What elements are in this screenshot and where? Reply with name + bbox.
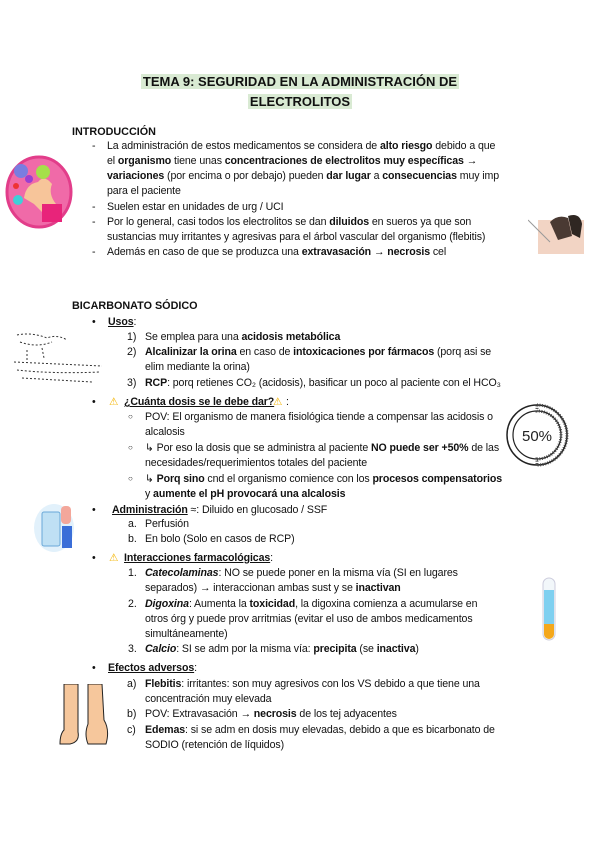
page-title-line-1: TEMA 9: SEGURIDAD EN LA ADMINISTRACIÓN DE <box>142 74 458 89</box>
list-letter: b. <box>128 533 137 545</box>
emphasis-text-run: toxicidad <box>249 598 296 610</box>
dash-marker: - <box>92 140 96 152</box>
body-line <box>145 517 189 531</box>
body-line <box>145 612 473 626</box>
emphasis-text-run: precipita <box>313 643 357 655</box>
emphasis-text-run: ¿Cuánta dosis se le debe dar? <box>124 396 275 408</box>
bullet: • <box>92 504 96 516</box>
iv-drip-illustration <box>32 502 80 554</box>
emphasis-text-run: Edemas <box>145 724 186 736</box>
text-run: elim mediante la orina) <box>145 361 250 373</box>
text-run: el <box>107 155 118 167</box>
body-line <box>145 677 480 691</box>
text-run: Se emplea para una <box>145 331 242 343</box>
list-letter: b) <box>127 708 137 720</box>
emphasis-text-run: Administración <box>112 504 188 516</box>
emphasis-text-run: variaciones <box>107 170 165 182</box>
text-run: : irritantes: son muy agresivos con los VS debido a que tiene una <box>181 678 480 690</box>
circle-marker: ○ <box>128 443 133 452</box>
emphasis-text-run: dar lugar <box>326 170 371 182</box>
body-line <box>145 330 340 344</box>
intro-line <box>107 169 499 183</box>
body-line <box>145 627 228 641</box>
text-run: La administración de estos medicamentos se considera de <box>107 140 380 152</box>
text-run: a <box>370 170 383 182</box>
body-line <box>145 425 185 439</box>
text-run: : NO se puede poner en la misma vía (SI en lugares <box>218 567 458 579</box>
text-run: ↳ Por eso la dosis que se administra al paciente <box>145 442 371 454</box>
emphasis-text-run: Alcalinizar la orina <box>145 346 237 358</box>
emphasis-text-run: organismo <box>117 155 172 167</box>
text-run: Suelen estar en unidades de urg / UCI <box>107 201 284 213</box>
emphasis-text-run: aumente el pH provocará una alcalosis <box>153 488 346 500</box>
emphasis-text-run: RCP <box>145 377 168 389</box>
text-run: : SI se adm por la misma vía: <box>176 643 314 655</box>
section-heading-bicarbonato: BICARBONATO SÓDICO <box>72 300 198 312</box>
electrolytes-illustration <box>4 154 74 230</box>
emphasis-text-run: NO puede ser +50% <box>370 442 469 454</box>
percent-badge-illustration <box>504 403 570 467</box>
emphasis-text-run: procesos compensatorios <box>372 473 503 485</box>
text-run: : Aumenta la <box>188 598 250 610</box>
text-run: Además en caso de que se produzca una <box>107 246 302 258</box>
body-line <box>145 410 493 424</box>
intro-line <box>107 215 471 229</box>
bullet: • <box>92 662 96 674</box>
emphasis-text-run: intoxicaciones por fármacos <box>293 346 435 358</box>
body-line <box>145 441 499 455</box>
text-run: de las <box>468 442 500 454</box>
text-run: (porq asi se <box>434 346 492 358</box>
bullet: • <box>92 552 96 564</box>
intro-line <box>107 184 181 198</box>
emphasis-text-run: necrosis <box>253 708 297 720</box>
text-run: otros órg y puede prov arritmias (evitar el uso de ambos medicamentos <box>145 613 473 625</box>
text-run: : <box>133 316 137 328</box>
warning-icon: ⚠ <box>109 552 119 564</box>
intro-line <box>107 154 477 168</box>
intro-line <box>107 245 446 259</box>
swollen-legs-illustration <box>58 684 110 746</box>
list-letter: a. <box>128 518 137 530</box>
text-run: Por lo general, casi todos los electrolitos se dan <box>107 216 330 228</box>
list-number: 1. <box>128 567 137 579</box>
body-line <box>145 597 477 611</box>
emphasis-text-run: Interacciones farmacológicas <box>124 552 271 564</box>
body-line <box>124 551 273 565</box>
text-run: ) <box>415 643 419 655</box>
sketch-illustration <box>12 330 107 386</box>
text-run: muy imp <box>456 170 500 182</box>
body-line <box>108 661 197 675</box>
body-line <box>124 395 274 409</box>
percent-badge-text: 50% <box>521 428 553 445</box>
text-run: en caso de <box>236 346 294 358</box>
emphasis-text-run: inactivan <box>355 582 401 594</box>
list-number: 2. <box>128 598 137 610</box>
text-run: necesidades/requerimientos totales del paciente <box>145 457 368 469</box>
body-line <box>112 503 327 517</box>
body-line <box>145 738 284 752</box>
bullet: • <box>92 316 96 328</box>
text-run: En bolo (Solo en casos de RCP) <box>145 533 295 545</box>
body-line <box>145 456 367 470</box>
intro-line <box>107 200 284 214</box>
text-run: concentración muy elevada <box>145 693 272 705</box>
text-run: , la digoxina comienza a acumularse en <box>295 598 478 610</box>
emphasis-text-run: Efectos adversos <box>108 662 195 674</box>
dash-marker: - <box>92 201 96 213</box>
text-run: : <box>194 662 197 674</box>
text-run: cnd el organismo comience con los <box>204 473 373 485</box>
body-line <box>145 707 397 721</box>
emphasis-text-run: Usos <box>108 316 134 328</box>
text-run: : <box>270 552 274 564</box>
dash-marker: - <box>92 246 96 258</box>
list-number: 1) <box>127 331 137 343</box>
body-line <box>145 642 419 656</box>
text-run: Perfusión <box>145 518 189 530</box>
text-run: cel <box>430 246 447 258</box>
list-number: 3) <box>127 377 137 389</box>
page-title-line-2: ELECTROLITOS <box>249 94 351 109</box>
text-run: debido a que <box>432 140 496 152</box>
warning-icon: ⚠ <box>109 396 119 408</box>
text-run: (se <box>356 643 377 655</box>
circle-marker: ○ <box>128 474 133 483</box>
bullet: • <box>92 396 96 408</box>
section-heading-intro: INTRODUCCIÓN <box>72 126 156 138</box>
list-number: 3. <box>128 643 137 655</box>
text-run: sustancias muy irritantes y agresivas para el árbol vascular del organismo (flebitis) <box>107 231 486 243</box>
test-tube-illustration <box>540 576 558 644</box>
body-line <box>108 315 136 329</box>
hands-illustration <box>528 212 586 254</box>
text-run: de los tej adyacentes <box>296 708 397 720</box>
body-line <box>145 360 250 374</box>
emphasis-text-run: Calcio <box>145 643 177 655</box>
colon-text: : <box>286 396 289 408</box>
emphasis-text-run: consecuencias <box>382 170 457 182</box>
circle-marker: ○ <box>128 412 133 421</box>
text-run: para el paciente <box>107 185 181 197</box>
emphasis-text-run: Flebitis <box>145 678 182 690</box>
emphasis-text-run: Porq sino <box>156 473 205 485</box>
emphasis-text-run: extravasación → necrosis <box>301 246 431 258</box>
list-letter: c) <box>127 724 136 736</box>
text-run: POV: El organismo de manera fisiológica tiende a compensar las acidosis o <box>145 411 493 423</box>
emphasis-text-run: Digoxina <box>145 598 189 610</box>
text-run: : porq retienes CO₂ (acidosis), basificar un poco al paciente con el HCO₃ <box>167 377 501 389</box>
body-line <box>145 532 295 546</box>
text-run: : si se adm en dosis muy elevadas, debido a que es bicarbonato de <box>185 724 495 736</box>
intro-line <box>107 139 495 153</box>
text-run: en sueros ya que son <box>369 216 472 228</box>
text-run: ↳ <box>145 473 157 485</box>
body-line <box>145 692 271 706</box>
body-line <box>145 487 345 501</box>
dash-marker: - <box>92 216 96 228</box>
emphasis-text-run: alto riesgo <box>379 140 433 152</box>
body-line <box>145 723 495 737</box>
list-number: 2) <box>127 346 137 358</box>
body-line <box>145 376 501 390</box>
text-run: alcalosis <box>145 426 185 438</box>
body-line <box>145 581 401 595</box>
text-run: (por encima o por debajo) pueden <box>164 170 327 182</box>
body-line <box>145 345 491 359</box>
text-run: ≈: Diluido en glucosado / SSF <box>187 504 328 516</box>
text-run: SODIO (retención de líquidos) <box>145 739 285 751</box>
body-line <box>145 566 458 580</box>
intro-line <box>107 230 485 244</box>
text-run: separados) → interaccionan ambas sust y se <box>145 582 356 594</box>
emphasis-text-run: inactiva <box>376 643 416 655</box>
text-run: y <box>145 488 154 500</box>
text-run: tiene unas <box>171 155 225 167</box>
emphasis-text-run: concentraciones de electrolitos muy específicas → <box>224 155 478 167</box>
text-run: simultáneamente) <box>145 628 228 640</box>
body-line <box>145 472 502 486</box>
emphasis-text-run: acidosis metabólica <box>241 331 341 343</box>
text-run: POV: Extravasación → <box>145 708 254 720</box>
emphasis-text-run: Catecolaminas <box>145 567 219 579</box>
list-letter: a) <box>127 678 137 690</box>
warning-icon: ⚠ <box>273 396 283 408</box>
emphasis-text-run: diluidos <box>329 216 370 228</box>
